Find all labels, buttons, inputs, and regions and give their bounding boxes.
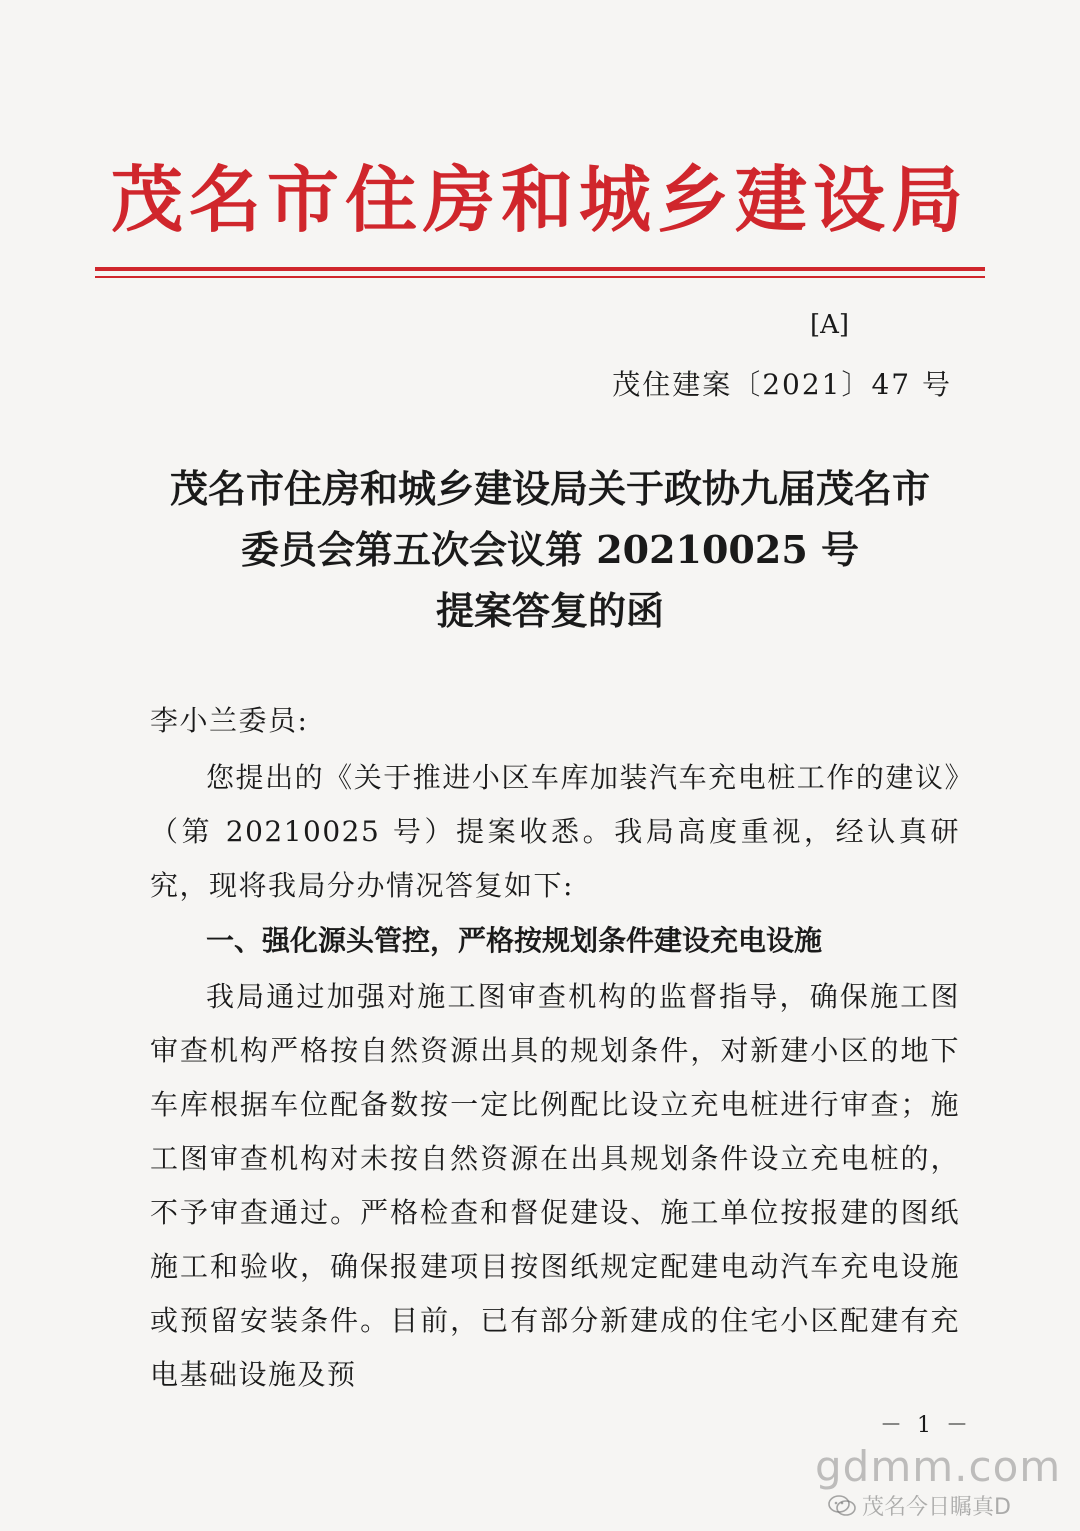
title-line-3: 提案答复的函 <box>435 588 664 633</box>
wechat-icon <box>828 1495 856 1517</box>
watermark-badge <box>828 1490 1011 1521</box>
header-red-rule-thin <box>95 276 985 278</box>
watermark-account: 茂名今日瞩真D <box>862 1495 1011 1520</box>
classification-mark: [A] <box>810 310 850 340</box>
page-number: － 1 － <box>880 1413 972 1438</box>
paragraph-2: 我局通过加强对施工图审查机构的监督指导，确保施工图审查机构严格按自然资源出具的规划条件，对新建小区的地下车库根据车位配备数按一定比例配比设立充电桩进行审查；施工图审查机构对未按自然资源在出具规划条件设立充电桩的，不予审查通过。严格检查和督促建设、施工单位按报建的图纸施工和验收，确保报建项目按图纸规定配建电动汽车充电设施或预留安装条件。目前，已有部分新建成的住宅小区配建有充电基础设施及预 <box>150 980 960 1391</box>
title-line-2: 委员会第五次会议第 20210025 号 <box>241 527 859 572</box>
paragraph-1: 您提出的《关于推进小区车库加装汽车充电桩工作的建议》（第 20210025 号）提案收悉。我局高度重视，经认真研究，现将我局分办情况答复如下: <box>150 761 960 902</box>
organization-header: 茂名市住房和城乡建设局 <box>110 158 969 242</box>
watermark-site: gdmm.com <box>815 1442 1062 1491</box>
salutation: 李小兰委员: <box>150 704 309 737</box>
title-line-1: 茂名市住房和城乡建设局关于政协九届茂名市 <box>169 466 930 511</box>
document-title <box>100 458 1000 641</box>
document-number: 茂住建案〔2021〕47 号 <box>612 368 952 401</box>
section-heading-1: 一、强化源头管控，严格按规划条件建设充电设施 <box>206 924 823 957</box>
header-red-rule-thick <box>95 267 985 271</box>
